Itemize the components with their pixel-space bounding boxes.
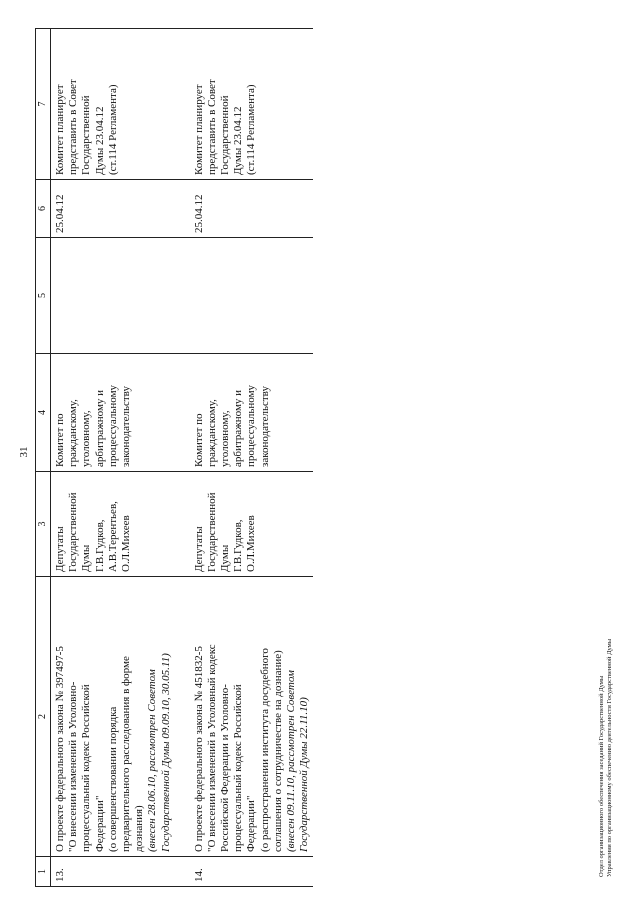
table-header-row	[36, 29, 51, 887]
date-cell: 25.04.12	[191, 180, 314, 238]
note-line: Думы 23.04.12	[93, 106, 106, 175]
bill-line: соглашения о сотрудничестве на дознание)	[271, 650, 284, 852]
bill-line: "О внесении изменений в Уголовный кодекс	[205, 644, 218, 852]
author-line: Думы	[80, 544, 93, 572]
committee-line: уголовному,	[219, 410, 232, 467]
bill-line: О проекте федерального закона № 451832-5	[192, 646, 205, 852]
committee-line: арбитражному и	[93, 389, 106, 467]
bill-line: "О внесении изменений в Уголовно-	[67, 681, 80, 852]
column-header: 1	[36, 857, 51, 887]
note-line: (ст.114 Регламента)	[245, 84, 258, 175]
row-number: 13.	[51, 857, 191, 887]
author-line: Депутаты	[54, 526, 66, 572]
page-footer	[598, 639, 614, 877]
authors-cell	[191, 472, 314, 577]
note-line: представить в Совет	[205, 79, 218, 175]
committee-line: гражданскому,	[67, 399, 80, 467]
note-line: (ст.114 Регламента)	[106, 84, 119, 175]
committee-line: Комитет по	[54, 413, 66, 467]
bill-line: дознания)	[133, 805, 146, 852]
note-line: Думы 23.04.12	[232, 106, 245, 175]
note-line: Государственной	[219, 95, 232, 175]
author-line: Депутаты	[192, 526, 205, 572]
column-5-cell	[51, 238, 191, 354]
bill-note-line: (внесен 28.06.10, рассмотрен Советом	[146, 669, 159, 852]
bill-note-line: Государственной Думы 22.11.10)	[298, 697, 311, 852]
bill-note-line: Государственной Думы 09.09.10, 30.05.11)	[159, 653, 172, 852]
row-number: 14.	[191, 857, 314, 887]
bill-line: Российской Федерации и Уголовно-	[219, 684, 232, 852]
note-cell	[191, 29, 314, 180]
bill-line: процессуальный кодекс Российской	[232, 684, 245, 852]
author-line: Г.В.Гудков,	[93, 519, 106, 572]
note-cell	[51, 29, 191, 180]
note-line: Комитет планирует	[54, 84, 66, 175]
author-line: О.Л.Михеев	[245, 515, 258, 572]
author-line: Думы	[219, 544, 232, 572]
column-header: 4	[36, 354, 51, 472]
committee-line: Комитет по	[192, 413, 205, 467]
authors-cell	[51, 472, 191, 577]
bill-line: (о совершенствовании порядка	[106, 706, 119, 852]
column-header: 3	[36, 472, 51, 577]
committee-line: процессуальному	[106, 384, 119, 467]
note-line: Государственной	[80, 95, 93, 175]
page-number: 31	[18, 446, 30, 458]
committee-line: арбитражному и	[232, 389, 245, 467]
committee-line: гражданскому,	[205, 399, 218, 467]
author-line: А.В.Терентьев,	[106, 501, 119, 572]
committee-line: уголовному,	[80, 410, 93, 467]
bill-description	[191, 577, 314, 857]
column-header: 2	[36, 577, 51, 857]
note-line: Комитет планирует	[192, 84, 205, 175]
footer-line: Управления по организационному обеспечению деятельности Государственной Думы	[606, 638, 614, 877]
column-5-cell	[191, 238, 314, 354]
bill-line: процессуальный кодекс Российской	[80, 684, 93, 852]
table-row	[51, 29, 191, 887]
author-line: Государственной	[205, 492, 218, 572]
committee-line: процессуальному	[245, 384, 258, 467]
footer-line: Отдел организационного обеспечения заседаний Государственной Думы	[598, 675, 605, 877]
bill-line: О проекте федерального закона № 397497-5	[54, 646, 66, 852]
bill-line: Федерации"	[93, 795, 106, 852]
date-cell: 25.04.12	[51, 180, 191, 238]
author-line: О.Л.Михеев	[119, 515, 132, 572]
bill-description	[51, 577, 191, 857]
column-header: 7	[36, 29, 51, 180]
bill-line: (о распространении института досудебного	[258, 648, 271, 852]
column-header: 6	[36, 180, 51, 238]
author-line: Г.В.Гудков,	[232, 519, 245, 572]
column-header: 5	[36, 238, 51, 354]
committee-cell	[191, 354, 314, 472]
committee-cell	[51, 354, 191, 472]
committee-line: законодательству	[119, 386, 132, 467]
committee-line: законодательству	[258, 386, 271, 467]
note-line: представить в Совет	[67, 79, 80, 175]
author-line: Государственной	[67, 492, 80, 572]
bills-table	[35, 28, 313, 887]
bill-note-line: (внесен 09.11.10, рассмотрен Советом	[285, 670, 297, 852]
bill-line: Федерации"	[245, 795, 258, 852]
table-row	[191, 29, 314, 887]
bill-line: предварительного расследования в форме	[119, 656, 132, 852]
